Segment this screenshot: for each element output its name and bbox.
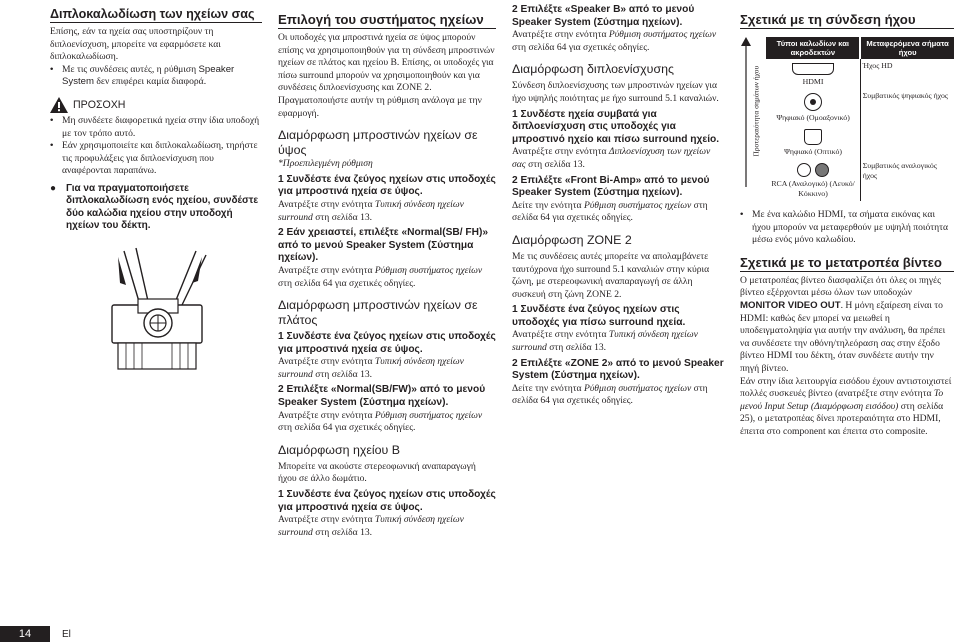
subsection-title: Διαμόρφωση μπροστινών ηχείων σε πλάτος: [278, 298, 478, 328]
bullet-icon: •: [50, 140, 54, 152]
audio-connection-table: [766, 37, 954, 201]
table-cell: Συμβατικός αναλογικός ήχος: [862, 161, 937, 180]
coaxial-connector-icon: [804, 93, 822, 111]
step-marker-icon: ●: [50, 182, 57, 194]
instruction-step: 2 Επιλέξτε «ZONE 2» από το μενού Speaker System (Σύστημα ηχείων).: [512, 357, 724, 382]
caution-heading: [50, 97, 262, 113]
instruction-step: ● Για να πραγματοποιήσετε διπλοκαλωδίωση ενός ηχείου, συνδέστε δύο καλώδια ηχείου στην υποδοχή ηχείων του δέκτη.: [50, 182, 259, 232]
title-rule: [740, 271, 954, 272]
subsection-title: Διαμόρφωση ZONE 2: [512, 232, 632, 247]
section-title: Επιλογή του συστήματος ηχείων: [278, 12, 484, 27]
language-code: El: [62, 629, 71, 640]
caution-item: • Μη συνδέετε διαφορετικά ηχεία στην ίδια υποδοχή με τον τρόπο αυτό.: [50, 114, 260, 139]
arrow-up-icon: [741, 37, 751, 187]
spacer: [278, 435, 496, 443]
cross-reference: Δείτε την ενότητα Ρύθμιση συστήματος ηχείων στη σελίδα 64 για σχετικές οδηγίες.: [512, 382, 708, 407]
instruction-step: 1 Συνδέστε ένα ζεύγος ηχείων στις υποδοχές για πίσω surround ηχεία.: [512, 304, 686, 328]
hdmi-connector-icon: [792, 63, 834, 75]
column-4: [740, 12, 954, 439]
column-2: [278, 12, 496, 539]
section-title: Σχετικά με το μετατροπέα βίντεο: [740, 254, 942, 270]
table-cell: Συμβατικός ψηφιακός ήχος: [862, 91, 948, 100]
spacer: [512, 225, 726, 233]
table-cell: RCA (Αναλογικό) (Λευκό/Κόκκινο): [766, 159, 860, 201]
instruction-step: 2 Επιλέξτε «Front Bi-Amp» από το μενού Speaker System (Σύστημα ηχείων).: [512, 174, 710, 199]
priority-label-wrap: [751, 37, 760, 201]
intro-text: Επίσης, εάν τα ηχεία σας υποστηρίζουν τη διπλοενίσχυση, μπορείτε να εφαρμόσετε και διπλοκαλωδίωση.: [50, 26, 221, 63]
body-paragraph: Ο μετατροπέας βίντεο διασφαλίζει ότι όλες οι πηγές βίντεο εξέρχονται μέσω όλων των υποδοχών MONITOR VIDEO OUT. Η μόνη εξαίρεση είναι το HDMI: καθώς δεν μπορεί να μειωθεί η υποδειγματοληψία για αυτήν την ανάλυση, θα πρέπει να συνδέσετε την οθόνη/τηλεόραση σας στην έξοδο βίντεο HDMI του δέκτη, όταν συνδέετε αυτήν την πηγή βίντεο.: [740, 274, 946, 374]
title-rule: [278, 28, 496, 29]
instruction-step: 2 Εάν χρειαστεί, επιλέξτε «Normal(SB/ FH)» από το μενού Speaker System (Σύστημα ηχείων).: [278, 227, 489, 264]
column-1: [50, 6, 262, 378]
table-cell: [860, 125, 954, 159]
cross-reference: Ανατρέξτε στην ενότητα Ρύθμιση συστήματος ηχείων στη σελίδα 64 για σχετικές οδηγίες.: [512, 29, 717, 53]
caution-item: • Εάν χρησιμοποιείτε και διπλοκαλωδίωση, τηρήστε τις προφυλάξεις για διπλοενίσχυση που αναφέρονται παραπάνω.: [50, 140, 258, 177]
instruction-step: 1 Συνδέστε ένα ζεύγος ηχείων στις υποδοχές για μπροστινά ηχεία σε ύψος.: [278, 331, 496, 355]
column-3: [512, 4, 726, 408]
priority-side: [740, 37, 751, 201]
cross-reference: Δείτε την ενότητα Ρύθμιση συστήματος ηχείων στη σελίδα 64 για σχετικές οδηγίες.: [512, 199, 708, 224]
audio-connection-table-block: [740, 37, 954, 201]
cross-reference: Ανατρέξτε στην ενότητα Ρύθμιση συστήματος ηχείων στη σελίδα 64 για σχετικές οδηγίες.: [278, 264, 483, 289]
table-row: [766, 159, 954, 201]
spacer: [512, 54, 726, 62]
table-cell: HDMI: [766, 59, 860, 89]
spacer: [740, 201, 954, 209]
bullet-item: [50, 64, 262, 89]
instruction-step: 1 Συνδέστε ένα ζεύγος ηχείων στις υποδοχές για μπροστινά ηχεία σε ύψος.: [278, 173, 496, 198]
table-cell: Ψηφιακό (Ομοαξονικό): [766, 89, 860, 125]
spacer: [740, 247, 954, 255]
spacer: [50, 89, 262, 97]
title-rule: [50, 22, 262, 23]
rca-connector-icon: [768, 163, 857, 177]
bold-term: MONITOR VIDEO OUT: [740, 299, 841, 311]
table-cell: Ήχος HD: [862, 61, 893, 70]
intro-text: Οι υποδοχές για μπροστινά ηχεία σε ύψος μπορούν επίσης να χρησιμοποιηθούν για τη σύνδεση μπροστινών ηχείων σε πλάτος και ηχείου B. Επίσης, οι υποδοχές για πίσω surround μπορούν να χρησιμοποιηθούν και για συνδέσεις διπλοενίσχυσης και ZONE 2. Πραγματοποιήστε αυτήν τη ρύθμιση ανάλογα με την εφαρμογή.: [278, 32, 495, 119]
bullet-item: • Με ένα καλώδιο HDMI, τα σήματα εικόνας και ήχου μπορούν να μεταφερθούν με υψηλή ποιότητα μέσω ενός μόνο καλωδίου.: [740, 209, 949, 246]
table-header-cable: Τύποι καλωδίων και ακροδεκτών: [766, 37, 860, 59]
body-paragraph: Εάν στην ίδια λειτουργία εισόδου έχουν αντιστοιχιστεί πολλές συσκευές βίντεο (ανατρέξτε στην ενότητα Το μενού Input Setup (Διαμόρφωση εισόδου) στη σελίδα 25), ο μετατροπέας δίνει προτεραιότητα στο HDMI, έπειτα στο component και έπειτα στο composite.: [740, 375, 952, 437]
section-title: Διπλοκαλωδίωση των ηχείων σας: [50, 7, 255, 21]
subsection-title: Διαμόρφωση μπροστινών ηχείων σε ύψος: [278, 128, 478, 158]
intro-text: Με τις συνδέσεις αυτές μπορείτε να απολαμβάνετε ταυτόχρονα ήχο surround 5.1 καναλιών στην κύρια ζώνη, με στερεοφωνική αναπαραγωγή σε άλλη συσκευή στη ζώνη ZONE 2.: [512, 250, 710, 300]
default-note: *Προεπιλεγμένη ρύθμιση: [278, 158, 373, 170]
cross-reference: Ανατρέξτε στην ενότητα Τυπική σύνδεση ηχείων surround στη σελίδα 13.: [278, 356, 464, 380]
table-row: [766, 89, 954, 125]
bullet-text: Με τις συνδέσεις αυτές, η ρύθμιση Speaker System δεν επιφέρει καμία διαφορά.: [62, 63, 235, 88]
cross-reference: Ανατρέξτε στην ενότητα Ρύθμιση συστήματος ηχείων στη σελίδα 64 για σχετικές οδηγίες.: [278, 409, 483, 434]
instruction-step: 2 Επιλέξτε «Speaker B» από το μενού Speaker System (Σύστημα ηχείων).: [512, 4, 695, 28]
instruction-step: 1 Συνδέστε ηχεία συμβατά για διπλοενίσχυση στις υποδοχές για μπροστινό ηχείο και πίσω surround ηχείο.: [512, 108, 720, 145]
bullet-icon: •: [50, 114, 54, 126]
speaker-terminal-illustration: [78, 243, 238, 378]
section-title: Σχετικά με τη σύνδεση ήχου: [740, 12, 916, 27]
instruction-step: 2 Επιλέξτε «Normal(SB/FW)» από το μενού Speaker System (Σύστημα ηχείων).: [278, 384, 486, 409]
table-row: [766, 125, 954, 159]
bullet-icon: •: [740, 209, 744, 220]
bold-term: Speaker System: [62, 63, 235, 88]
subsection-title: Διαμόρφωση ηχείου B: [278, 442, 401, 457]
table-row: [766, 59, 954, 89]
intro-text: Μπορείτε να ακούστε στερεοφωνική αναπαραγωγή ήχου σε άλλο δωμάτιο.: [278, 460, 476, 485]
bullet-icon: •: [50, 63, 54, 75]
cross-reference: Ανατρέξτε στην ενότητα Διπλοενίσχυση των ηχείων σας στη σελίδα 13.: [512, 146, 711, 170]
intro-text: Σύνδεση διπλοενίσχυσης των μπροστινών ηχείων για ήχο υψηλής ποιότητας με ήχο surround 5.1 καναλιών.: [512, 80, 719, 104]
warning-icon: [50, 97, 68, 113]
instruction-step: 1 Συνδέστε ένα ζεύγος ηχείων στις υποδοχές για μπροστινά ηχεία σε ύψος.: [278, 489, 496, 513]
table-cell: Ψηφιακό (Οπτικό): [766, 125, 860, 159]
cross-reference: Ανατρέξτε στην ενότητα Τυπική σύνδεση ηχείων surround στη σελίδα 13.: [278, 198, 464, 223]
spacer: [278, 290, 496, 298]
page-footer: [0, 626, 960, 642]
cross-reference: Ανατρέξτε στην ενότητα Τυπική σύνδεση ηχείων surround στη σελίδα 13.: [512, 329, 698, 354]
cross-reference: Ανατρέξτε στην ενότητα Τυπική σύνδεση ηχείων surround στη σελίδα 13.: [278, 514, 464, 538]
table-header-signal: Μεταφερόμενα σήματα ήχου: [860, 37, 954, 59]
optical-connector-icon: [804, 129, 822, 145]
priority-label: Προτεραιότητα σημάτων ήχου: [751, 65, 761, 157]
page-number: 14: [0, 626, 50, 642]
spacer: [278, 120, 496, 128]
table-header-row: [766, 37, 954, 59]
subsection-title: Διαμόρφωση διπλοενίσχυσης: [512, 62, 674, 77]
title-rule: [740, 28, 954, 29]
caution-title: ΠΡΟΣΟΧΗ: [73, 98, 126, 111]
